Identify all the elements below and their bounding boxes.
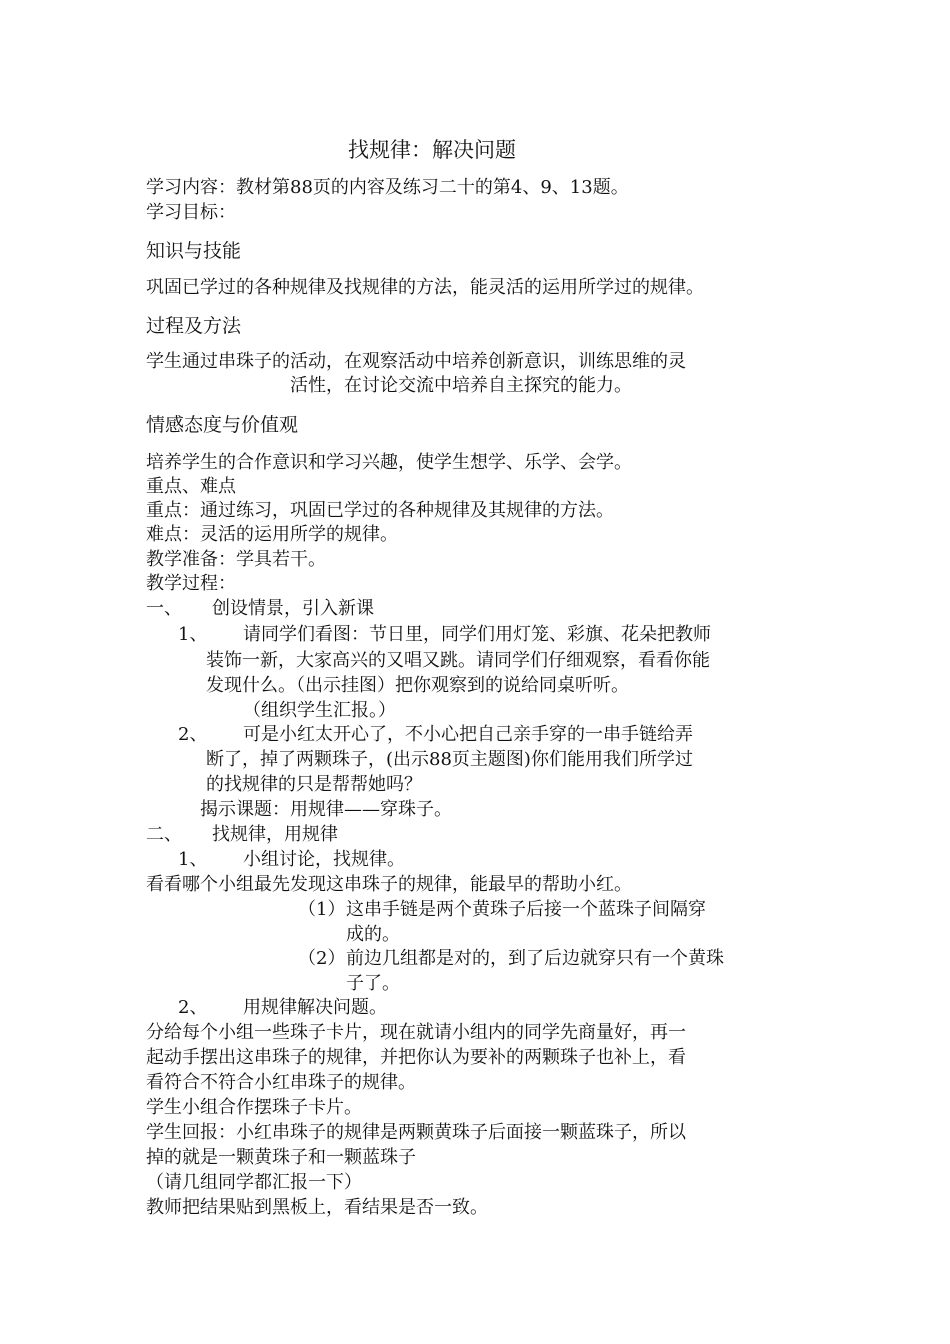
s1-item-1-line-4: （组织学生汇报。） (243, 700, 396, 721)
keypoints-label: 重点、难点 (146, 476, 236, 497)
sub-item-1-line-2: 成的。 (346, 924, 400, 945)
s1-item-2-line-3: 的找规律的只是帮帮她吗？ (206, 774, 422, 795)
s2-paragraph-2-line-3: 看符合不符合小红串珠子的规律。 (146, 1072, 416, 1093)
knowledge-text: 巩固已学过的各种规律及找规律的方法，能灵活的运用所学过的规律。 (146, 277, 704, 298)
s2-paragraph-3: 学生小组合作摆珠子卡片。 (146, 1097, 362, 1118)
objectives-label: 学习目标： (146, 202, 236, 223)
s2-paragraph-4-line-1: 学生回报：小红串珠子的规律是两颗黄珠子后面接一颗蓝珠子，所以 (146, 1122, 686, 1143)
s1-item-2-line-1: 可是小红太开心了，不小心把自己亲手穿的一串手链给弄 (243, 724, 693, 745)
emotion-text: 培养学生的合作意识和学习兴趣，使学生想学、乐学、会学。 (146, 452, 632, 473)
s1-item-1-line-1: 请同学们看图：节日里，同学们用灯笼、彩旗、花朵把教师 (243, 624, 711, 645)
section-2-number: 二、 (146, 824, 182, 845)
sub-item-2-line-1: 前边几组都是对的，到了后边就穿只有一个黄珠 (346, 948, 724, 969)
learning-content: 学习内容：教材第88页的内容及练习二十的第4、9、13题。 (146, 177, 629, 198)
sub-item-2-number: （2） (298, 948, 346, 969)
process-text-line-1: 学生通过串珠子的活动，在观察活动中培养创新意识，训练思维的灵 (146, 351, 686, 372)
heading-knowledge: 知识与技能 (146, 240, 242, 262)
section-1-title: 创设情景，引入新课 (212, 598, 374, 619)
heading-process: 过程及方法 (146, 315, 242, 337)
key-point: 重点：通过练习，巩固已学过的各种规律及其规律的方法。 (146, 500, 614, 521)
s1-item-1-line-3: 发现什么。（出示挂图）把你观察到的说给同桌听听。 (206, 675, 629, 696)
s1-item-1-number: 1、 (178, 624, 208, 645)
section-1-number: 一、 (146, 598, 182, 619)
document-title: 找规律：解决问题 (348, 138, 516, 162)
s1-item-1-line-2: 装饰一新，大家高兴的又唱又跳。请同学们仔细观察，看看你能 (206, 650, 710, 671)
s2-paragraph-4-line-2: 掉的就是一颗黄珠子和一颗蓝珠子 (146, 1147, 416, 1168)
s2-paragraph-5: （请几组同学都汇报一下） (146, 1172, 362, 1193)
teaching-process-label: 教学过程： (146, 573, 236, 594)
sub-item-2-line-2: 子了。 (346, 973, 400, 994)
teaching-preparation: 教学准备：学具若干。 (146, 549, 326, 570)
s2-paragraph-1: 看看哪个小组最先发现这串珠子的规律，能最早的帮助小红。 (146, 874, 632, 895)
s2-paragraph-6: 教师把结果贴到黑板上，看结果是否一致。 (146, 1197, 488, 1218)
s1-item-2-line-2: 断了，掉了两颗珠子，(出示88页主题图)你们能用我们所学过 (206, 749, 693, 770)
s2-paragraph-2-line-1: 分给每个小组一些珠子卡片，现在就请小组内的同学先商量好，再一 (146, 1022, 686, 1043)
process-text-line-2: 活性，在讨论交流中培养自主探究的能力。 (290, 375, 632, 396)
s2-item-1-number: 1、 (178, 849, 208, 870)
s2-item-2-number: 2、 (178, 997, 208, 1018)
s1-item-2-number: 2、 (178, 724, 208, 745)
s1-reveal-topic: 揭示课题：用规律——穿珠子。 (200, 799, 452, 820)
sub-item-1-line-1: 这串手链是两个黄珠子后接一个蓝珠子间隔穿 (346, 899, 706, 920)
sub-item-1-number: （1） (298, 899, 346, 920)
difficulty: 难点：灵活的运用所学的规律。 (146, 524, 398, 545)
heading-emotion: 情感态度与价值观 (146, 414, 299, 436)
s2-item-1-text: 小组讨论，找规律。 (243, 849, 405, 870)
section-2-title: 找规律，用规律 (212, 824, 338, 845)
s2-paragraph-2-line-2: 起动手摆出这串珠子的规律，并把你认为要补的两颗珠子也补上，看 (146, 1047, 686, 1068)
s2-item-2-text: 用规律解决问题。 (243, 997, 387, 1018)
